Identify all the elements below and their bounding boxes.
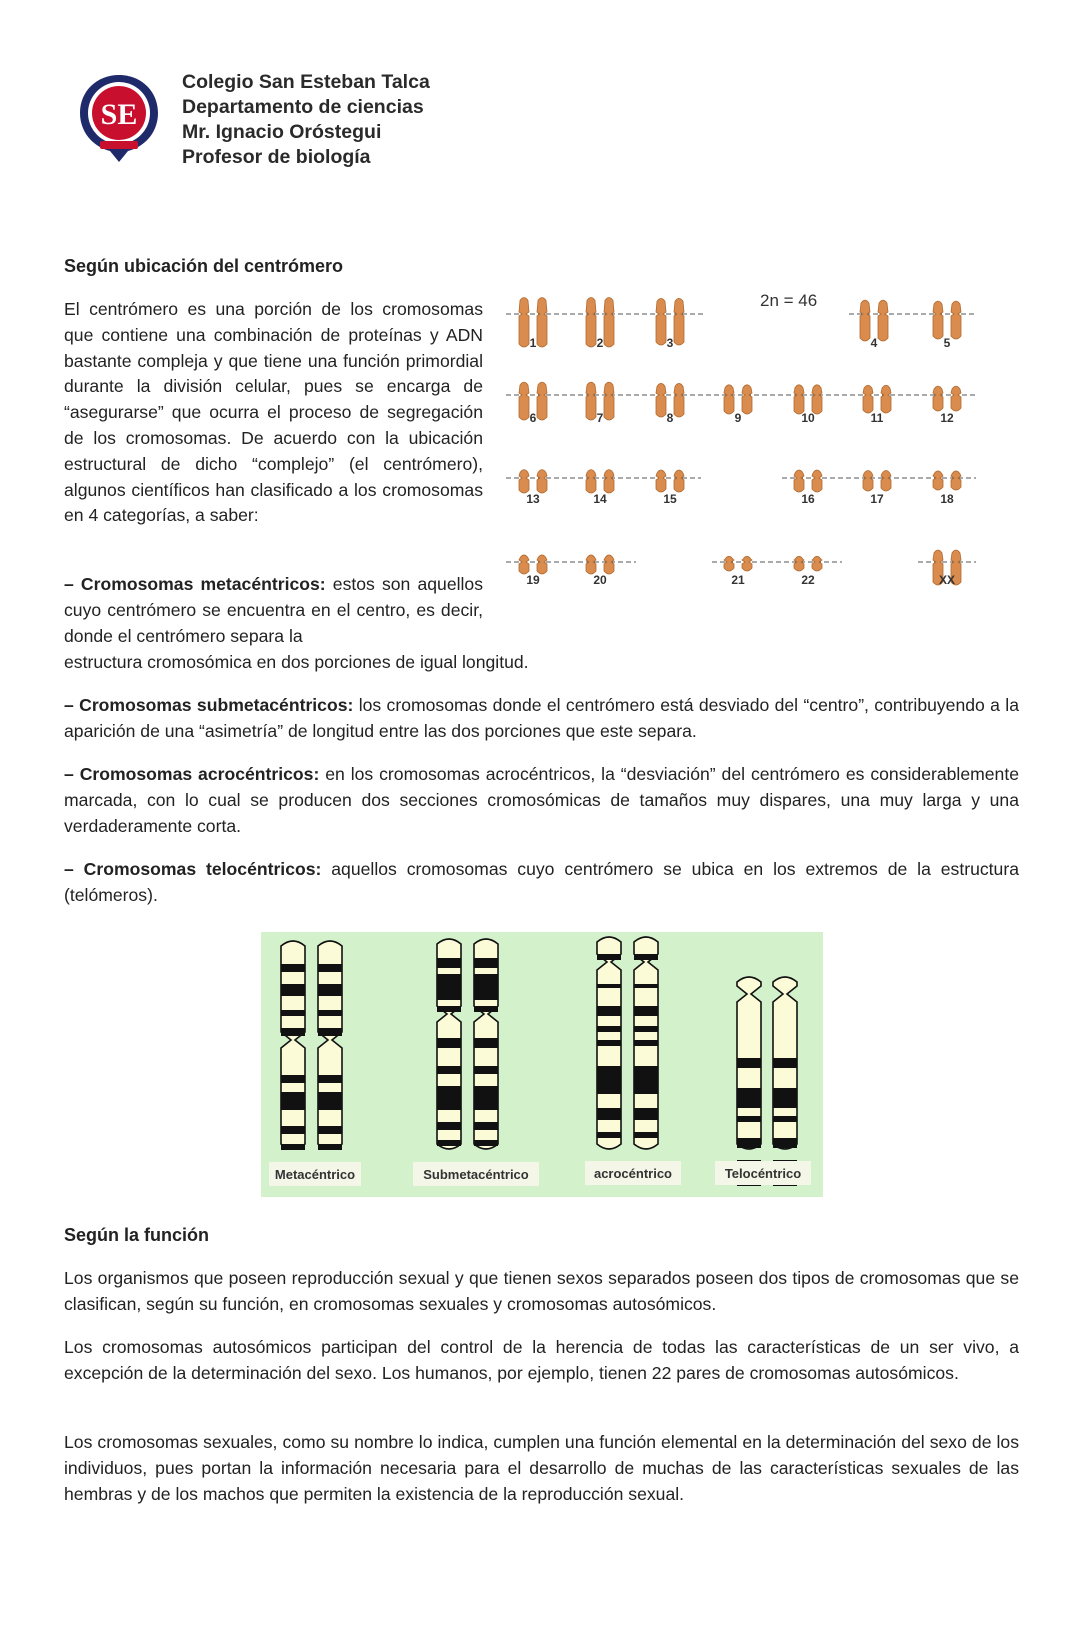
acrocentric-paragraph xyxy=(64,762,1019,839)
submetacentric-lead: – Cromosomas submetacéntricos: xyxy=(64,695,354,715)
department-name: Departamento de ciencias xyxy=(182,96,424,118)
karyotype-label-3: 3 xyxy=(666,336,674,350)
karyotype-chromosome-10 xyxy=(794,385,822,414)
school-name: Colegio San Esteban Talca xyxy=(182,71,430,93)
metacentric-lead: – Cromosomas metacéntricos: xyxy=(64,574,326,594)
label-metacentric: Metacéntrico xyxy=(274,1167,356,1182)
karyotype-label-13: 13 xyxy=(526,492,540,506)
karyotype-label-1: 1 xyxy=(529,336,537,350)
karyotype-chromosome-11 xyxy=(863,385,891,413)
function-paragraph-2: Los cromosomas autosómicos participan del control de la herencia de todas las características de un ser vivo, a excepción de la determinación del sexo. Los humanos, por ejemplo, tienen 22 pares de cromosomas autosómicos. xyxy=(64,1337,1019,1383)
karyotype-chromosome-22 xyxy=(794,556,822,571)
function-paragraph-3: Los cromosomas sexuales, como su nombre lo indica, cumplen una función elemental en la determinación del sexo de los individuos, pues portan la información necesaria para el desarrollo de muchas de las características sexuales de las hembras y de los machos que permiten la existencia de la reproducción sexual. xyxy=(64,1432,1019,1504)
karyotype-label-XX: XX xyxy=(938,573,956,587)
svg-text:SE: SE xyxy=(100,98,138,131)
karyotype-label-4: 4 xyxy=(870,336,878,350)
karyotype-image xyxy=(506,282,1006,622)
karyotype-label-20: 20 xyxy=(593,573,607,587)
karyotype-label-7: 7 xyxy=(596,411,604,425)
intro-paragraph: El centrómero es una porción de los cromosomas que contiene una combinación de proteínas y ADN bastante compleja y que tiene una función primordial durante la división celular, pues se encarga de “asegurarse” que ocurra el proceso de segregación de los cromosomas. De acuerdo con la ubicación estructural de dicho “complejo” (el centrómero), algunos científicos han clasificado a los cromosomas en 4 categorías, a saber: xyxy=(64,299,483,526)
karyotype-label-22: 22 xyxy=(801,573,815,587)
karyotype-chromosomes xyxy=(519,298,961,586)
karyotype-label-15: 15 xyxy=(663,492,677,506)
teacher-name: Mr. Ignacio Oróstegui xyxy=(182,121,382,143)
school-logo xyxy=(78,73,160,163)
section-title-function: Según la función xyxy=(64,1225,210,1245)
section-title-centromere: Según ubicación del centrómero xyxy=(64,256,344,276)
label-telocentric: Telocéntrico xyxy=(724,1166,802,1181)
karyotype-label-21: 21 xyxy=(731,573,745,587)
karyotype-chromosome-16 xyxy=(794,470,822,492)
function-paragraph-1: Los organismos que poseen reproducción sexual y que tienen sexos separados poseen dos tipos de cromosomas que se clasifican, según su función, en cromosomas sexuales y cromosomas autosómicos. xyxy=(64,1268,1019,1314)
karyotype-label-19: 19 xyxy=(526,573,540,587)
metacentric-paragraph-end: estructura cromosómica en dos porciones de igual longitud. xyxy=(64,652,529,672)
karyotype-chromosome-9 xyxy=(724,385,752,414)
metacentric-paragraph xyxy=(64,572,483,649)
karyotype-label-18: 18 xyxy=(940,492,954,506)
label-acrocentric: acrocéntrico xyxy=(593,1166,673,1181)
acrocentric-text: en los cromosomas acrocéntricos, la “desviación” del centrómero es considerablemente marcada, con lo cual se producen dos secciones cromosómicas de tamaños muy dispares, una muy larga y una verdaderamente corta. xyxy=(64,764,1020,836)
karyotype-chromosome-13 xyxy=(519,470,547,493)
karyotype-label-11: 11 xyxy=(870,411,884,425)
karyotype-chromosome-21 xyxy=(724,556,752,571)
karyotype-chromosome-12 xyxy=(933,386,961,411)
label-submetacentric: Submetacéntrico xyxy=(423,1167,529,1182)
telocentric-text: aquellos cromosomas cuyo centrómero se ubica en los extremos de la estructura (telómeros). xyxy=(64,859,1019,905)
chromosome-types-figure xyxy=(261,932,823,1197)
karyotype-label-6: 6 xyxy=(529,411,537,425)
school-header xyxy=(182,70,430,170)
metacentric-text: estos son aquellos cuyo centrómero se encuentra en el centro, es decir, donde el centrómero separa la xyxy=(64,574,484,646)
karyotype-label-2: 2 xyxy=(596,336,604,350)
karyotype-label-9: 9 xyxy=(734,411,742,425)
telocentric-paragraph xyxy=(64,857,1019,909)
karyotype-chromosome-19 xyxy=(519,555,547,574)
karyotype-chromosome-17 xyxy=(863,471,891,492)
karyotype-label-12: 12 xyxy=(940,411,954,425)
karyotype-label-16: 16 xyxy=(801,492,815,506)
karyotype-baselines xyxy=(506,314,976,562)
karyotype-label-14: 14 xyxy=(593,492,607,506)
karyotype-labels xyxy=(526,336,955,587)
karyotype-label-5: 5 xyxy=(943,336,951,350)
acrocentric-lead: – Cromosomas acrocéntricos: xyxy=(64,764,320,784)
karyotype-chromosome-5 xyxy=(933,301,961,339)
submetacentric-text: los cromosomas donde el centrómero está desviado del “centro”, contribuyendo a la aparición de una “asimetría” de longitud entre las dos porciones que este separa. xyxy=(64,695,1019,741)
karyotype-label-8: 8 xyxy=(666,411,674,425)
karyotype-label-17: 17 xyxy=(870,492,884,506)
karyotype-chromosome-14 xyxy=(586,470,614,493)
karyotype-chromosome-18 xyxy=(933,471,961,490)
submetacentric-paragraph xyxy=(64,693,1019,745)
karyotype-formula: 2n = 46 xyxy=(760,291,818,310)
karyotype-label-10: 10 xyxy=(801,411,815,425)
karyotype-chromosome-4 xyxy=(860,300,888,341)
teacher-role: Profesor de biología xyxy=(182,146,371,168)
telocentric-lead: – Cromosomas telocéntricos: xyxy=(64,859,322,879)
karyotype-chromosome-15 xyxy=(656,470,684,492)
karyotype-chromosome-20 xyxy=(586,555,614,574)
